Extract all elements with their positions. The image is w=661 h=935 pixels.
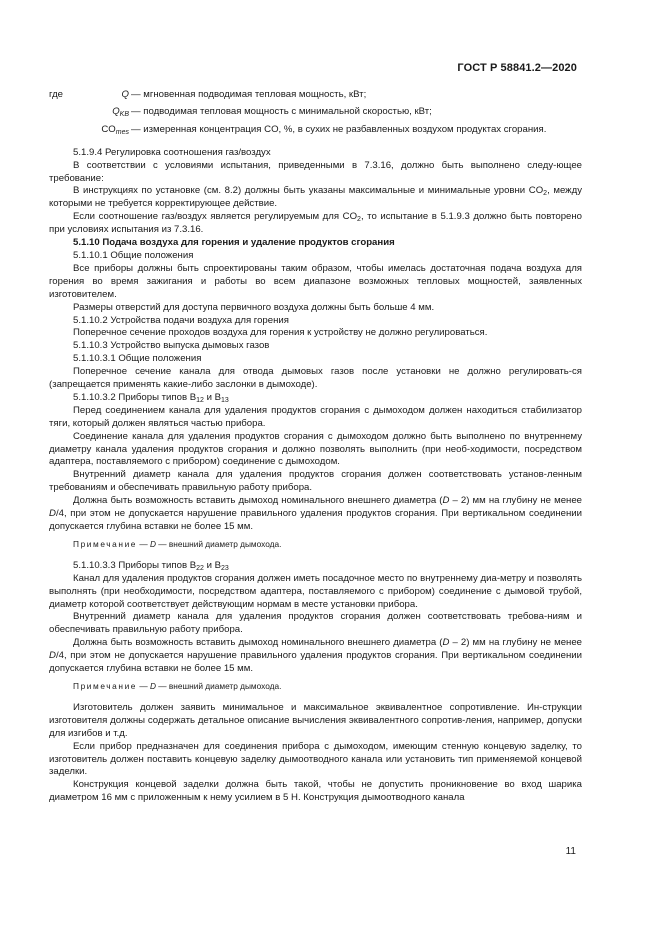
paragraph: Канал для удаления продуктов сгорания должен иметь посадочное место по внутреннему диа-метру и позволять выполнять (при необходимости, посредством адаптера, поставляемого с прибором) соединение с дымовой трубой, диаметр которой соответствует действующим нормам в месте установки прибора. xyxy=(49,572,582,610)
definitions-block xyxy=(49,89,582,137)
paragraph: Если прибор предназначен для соединения прибора с дымоходом, имеющим стенную концевую заделку, то изготовитель должен поставить концевую заделку дымоотводного канала или установить тип применяемой концевой заделки. xyxy=(49,740,582,778)
symbol-qkb: Q xyxy=(112,106,120,118)
paragraph: Поперечное сечение проходов воздуха для горения к устройству не должно регулироваться. xyxy=(73,327,488,339)
note: Примечание — D — внешний диаметр дымохода. xyxy=(73,680,282,691)
paragraph: Изготовитель должен заявить минимальное и максимальное эквивалентное сопротивление. Ин-струкции изготовителя должны содержать детальное описание вычисления эквивалентного сопротив-ления, например, допуски для изгибов и т.д. xyxy=(49,701,582,739)
paragraph: Внутренний диаметр канала для удаления продуктов сгорания должен соответствовать установ-ленным требованиям и обеспечивать правильную работу прибора. xyxy=(49,469,582,494)
definition-text: — мгновенная подводимая тепловая мощность, кВт; xyxy=(131,89,367,100)
definition-comes: $CO_{mes}$ — измеренная концентрация CO, %, в сухих не разбавленных воздухом продуктах сгорания. xyxy=(49,124,582,137)
paragraph: Конструкция концевой заделки должна быть такой, чтобы не допустить проникновение во вход шарика диаметром 16 мм с приложенным к нему усилием в 5 Н. Конструкция дымоотводного канала xyxy=(49,779,582,804)
paragraph: Если соотношение газ/воздух является регулируемым для $CO_2$, то испытание в 5.1.9.3 должно быть повторено при условиях испытания из 7.3.16. xyxy=(49,211,583,236)
section-heading: 5.1.9.4 Регулировка соотношения газ/воздух xyxy=(73,146,271,158)
definition-text: — измеренная концентрация CO, %, в сухих не разбавленных воздухом продуктах сгорания. xyxy=(131,123,547,135)
paragraph: Все приборы должны быть спроектированы таким образом, чтобы имелась достаточная подача воздуха для горения во время зажигания и работы во всем диапазоне возможных тепловых мощностей, заявленных изготовителем. xyxy=(49,262,582,300)
section-heading: 5.1.10.3.2 Приборы типов $B_{12}$ и $B_{13}$ xyxy=(73,391,229,404)
definition-qkb: $Q_{KB}$ — подводимая тепловая мощность с минимальной скоростью, кВт; xyxy=(49,106,582,119)
where-label: где xyxy=(49,89,64,100)
symbol-co: CO xyxy=(101,123,116,135)
paragraph: Размеры отверстий для доступа первичного воздуха должны быть больше 4 мм. xyxy=(73,301,435,313)
paragraph: Должна быть возможность вставить дымоход номинального внешнего диаметра (D – 2) мм на глубину не менее D/4, при этом не допускается нарушение правильного удаления продуктов сгорания. При вертикальном соединении допускается глубина вставки не более 15 мм. xyxy=(49,637,582,675)
section-heading: 5.1.10.3.1 Общие положения xyxy=(73,353,202,365)
section-heading-bold: 5.1.10 Подача воздуха для горения и удаление продуктов сгорания xyxy=(73,237,395,249)
document-body xyxy=(49,89,582,805)
section-heading: 5.1.10.3 Устройство выпуска дымовых газов xyxy=(73,340,270,352)
paragraph: Соединение канала для удаления продуктов сгорания с дымоходом должно быть выполнено по внутреннему диаметру канала удаления продуктов сгорания и должно позволять выполнить (при необ-ходимости, посредством адаптера, поставляемого с прибором) соединение с дымоходом. xyxy=(49,430,582,468)
paragraph: Должна быть возможность вставить дымоход номинального внешнего диаметра (D – 2) мм на глубину не менее D/4, при этом не допускается нарушение правильного удаления продуктов сгорания. При вертикальном соединении допускается глубина вставки не более 15 мм. xyxy=(49,495,582,532)
symbol-q: Q xyxy=(121,89,129,100)
paragraph: В соответствии с условиями испытания, приведенными в 7.3.16, должно быть выполнено следу-ющее требование: xyxy=(49,159,582,184)
note: Примечание — D — внешний диаметр дымохода. xyxy=(73,538,282,549)
paragraph: Поперечное сечение канала для отвода дымовых газов после установки не должно регулировать-ся (запрещается применять какие-либо заслонки в дымоходе). xyxy=(49,366,582,391)
page-number: 11 xyxy=(565,846,576,857)
section-heading: 5.1.10.1 Общие положения xyxy=(73,249,194,261)
paragraph: Внутренний диаметр канала для удаления продуктов сгорания должен соответствовать требова-ниям и обеспечивать правильную работу прибора. xyxy=(49,611,582,636)
definition-q xyxy=(49,89,582,102)
document-header: ГОСТ Р 58841.2—2020 xyxy=(457,62,577,74)
section-heading: 5.1.10.3.3 Приборы типов $B_{22}$ и $B_{23}$ xyxy=(73,559,229,572)
section-heading: 5.1.10.2 Устройства подачи воздуха для горения xyxy=(73,314,289,326)
definition-text: — подводимая тепловая мощность с минимальной скоростью, кВт; xyxy=(131,106,432,118)
paragraph: Перед соединением канала для удаления продуктов сгорания с дымоходом должен находиться стабилизатор тяги, который должен являться частью прибора. xyxy=(49,404,582,429)
paragraph: В инструкциях по установке (см. 8.2) должны быть указаны максимальные и минимальные уровни $CO_2$, между которыми не требуется корректирующее действие. xyxy=(49,185,582,210)
